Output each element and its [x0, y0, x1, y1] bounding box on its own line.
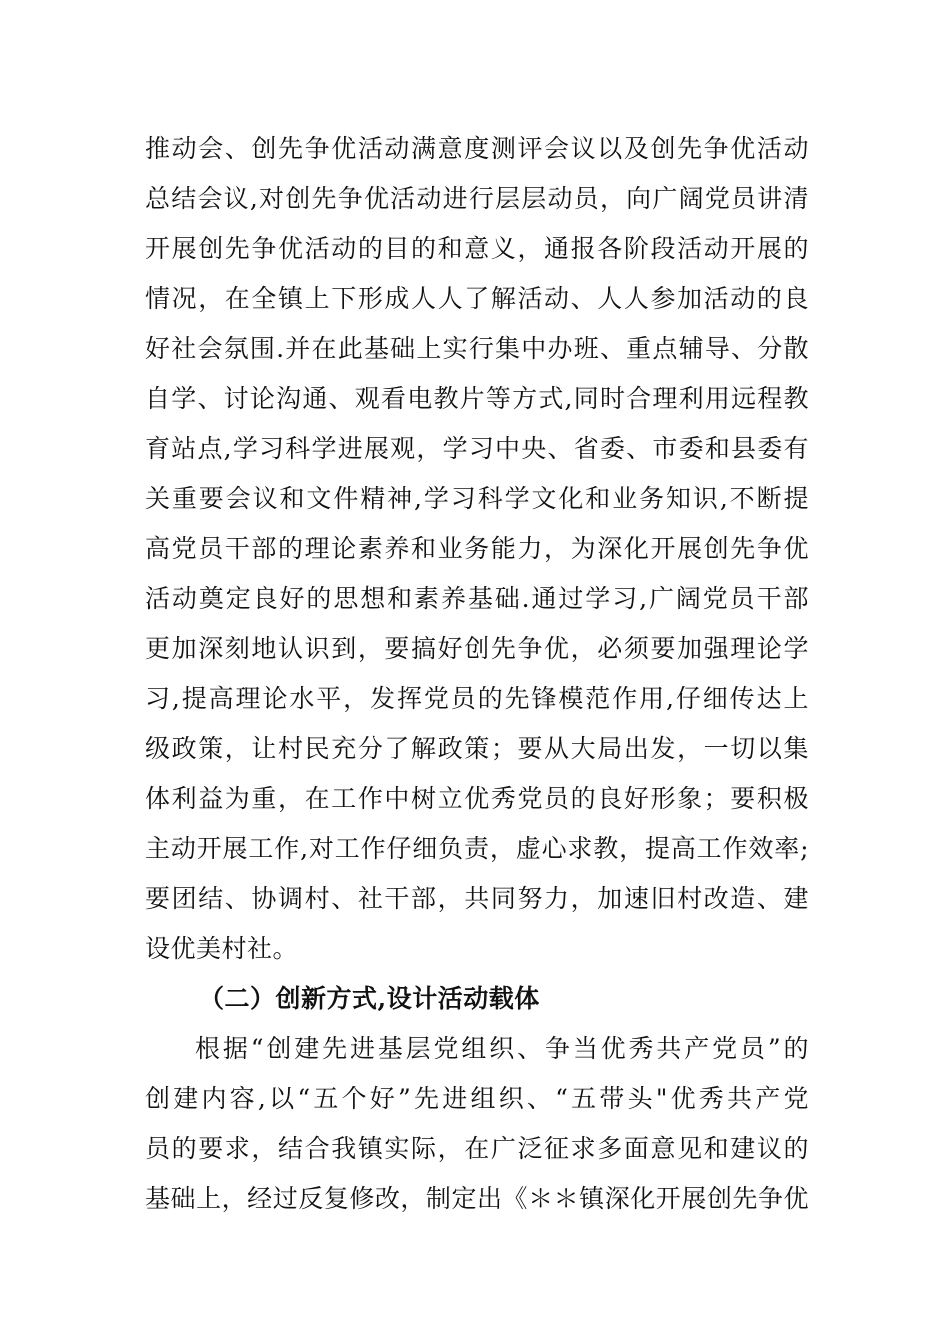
text-line: 活动奠定良好的思想和素养基础.通过学习,广阔党员干部: [145, 584, 809, 613]
text-line: 推动会、创先争优活动满意度测评会议以及创先争优活动: [145, 134, 809, 163]
text-line: 总结会议,对创先争优活动进行层层动员，向广阔党员讲清: [145, 184, 809, 213]
text-line: 基础上，经过反复修改，制定出《＊＊镇深化开展创先争优: [145, 1184, 809, 1213]
text-line: 设优美村社。: [145, 934, 299, 963]
text-line: 员的要求，结合我镇实际，在广泛征求多面意见和建议的: [145, 1134, 809, 1163]
text-line: 要团结、协调村、社干部，共同努力，加速旧村改造、建: [145, 884, 809, 913]
text-line: 创建内容,以“五个好”先进组织、“五带头"优秀共产党: [145, 1084, 809, 1113]
text-line: 主动开展工作,对工作仔细负责，虚心求教，提高工作效率;: [145, 834, 809, 863]
text-line: 级政策，让村民充分了解政策；要从大局出发，一切以集: [145, 734, 809, 763]
section-heading: （二）创新方式,设计活动载体: [199, 984, 540, 1013]
document-body: [145, 124, 809, 1224]
text-line: 育站点,学习科学进展观，学习中央、省委、市委和县委有: [145, 434, 809, 463]
text-line: 更加深刻地认识到，要搞好创先争优，必须要加强理论学: [145, 634, 809, 663]
text-line: 自学、讨论沟通、观看电教片等方式,同时合理利用远程教: [145, 384, 809, 413]
text-line: 开展创先争优活动的目的和意义，通报各阶段活动开展的: [145, 234, 809, 263]
text-line: 好社会氛围.并在此基础上实行集中办班、重点辅导、分散: [145, 334, 809, 363]
text-line: 体利益为重，在工作中树立优秀党员的良好形象；要积极: [145, 784, 809, 813]
paragraph-first-line: 根据“创建先进基层党组织、争当优秀共产党员”的: [195, 1034, 809, 1063]
text-line: 情况，在全镇上下形成人人了解活动、人人参加活动的良: [145, 284, 809, 313]
text-line: 关重要会议和文件精神,学习科学文化和业务知识,不断提: [145, 484, 809, 513]
text-line: 习,提高理论水平，发挥党员的先锋模范作用,仔细传达上: [145, 684, 809, 713]
text-line: 高党员干部的理论素养和业务能力，为深化开展创先争优: [145, 534, 809, 563]
